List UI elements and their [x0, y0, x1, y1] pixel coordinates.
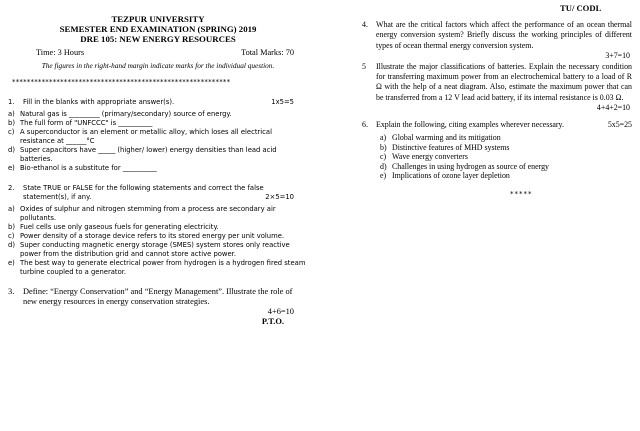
question-marks: 2×5=10 — [265, 192, 294, 201]
question-1-head — [8, 98, 308, 107]
question-text: Define: “Energy Conservation” and “Energy Management”. Illustrate the role of new energy resources in energy conservation strategies. — [23, 286, 293, 306]
list-item: b) Distinctive features of MHD systems — [380, 142, 510, 152]
question-text: State TRUE or FALSE for the following statements and correct the false statement(s), if any. — [23, 183, 264, 201]
question-text: Explain the following, citing examples wherever necessary. 5x5=25 — [376, 119, 632, 129]
list-item: a) Natural gas is _________ (primary/secondary) source of energy. — [8, 109, 232, 118]
question-marks: 4+4+2=10 — [596, 103, 630, 113]
list-item: b) Fuel cells use only gaseous fuels for generating electricity. — [8, 222, 219, 231]
question-2-items — [8, 205, 308, 277]
question-3 — [8, 287, 308, 328]
list-item: b) The full form of "UNFCCC" is __________ — [8, 118, 153, 127]
question-text: Fill in the blanks with appropriate answer(s). — [23, 97, 175, 106]
exam-meta — [8, 48, 308, 60]
question-number: 5 — [362, 61, 366, 71]
list-item: e) The best way to generate electrical power from hydrogen is a hydrogen fired steam turbine coupled to a generator. — [8, 258, 306, 276]
question-2 — [8, 184, 308, 277]
question-6-items — [380, 133, 632, 181]
question-5 — [362, 62, 632, 114]
question-text: Illustrate the major classifications of batteries. Explain the necessary condition for transferring maximum power from an electrochemical battery to a load of R Ω with the help of a neat diagram. Also, estimate the maximum power that can be transferred from a 12 V lead acid battery, if its internal resistance is 0.03 Ω. — [376, 61, 632, 102]
course-title: DRE 105: NEW ENERGY RESOURCES — [80, 34, 236, 44]
question-number: 6. — [362, 119, 368, 129]
question-1 — [8, 98, 308, 173]
list-item: d) Challenges in using hydrogen as source of energy — [380, 161, 549, 171]
end-mark: ***** — [510, 190, 533, 199]
question-text: What are the critical factors which affect the performance of an ocean thermal energy conversion system? Briefly discuss the working principles of different types of ocean thermal energy conversion system. — [376, 20, 632, 50]
question-number: 4. — [362, 20, 368, 29]
left-column — [8, 14, 308, 327]
list-item: c) Wave energy converters — [380, 152, 468, 162]
time-label: Time: 3 Hours — [36, 48, 85, 57]
course-code: TU/ CODL — [560, 3, 602, 13]
list-item: e) Bio-ethanol is a substitute for __________ — [8, 163, 157, 172]
question-2-head — [8, 184, 308, 202]
pto-label: P.T.O. — [261, 317, 284, 327]
question-marks: 4+6=10 — [267, 306, 294, 316]
list-item: c) A superconductor is an element or metallic alloy, which loses all electrical resistance at ______°C — [8, 127, 272, 145]
separator-line: *********************************************************** — [12, 77, 231, 86]
question-4 — [362, 20, 632, 62]
exam-title: SEMESTER END EXAMINATION (SPRING) 2019 — [59, 24, 257, 34]
question-marks: 3+7=10 — [605, 51, 630, 61]
question-3-head — [8, 287, 308, 307]
marks-label: Total Marks: 70 — [241, 48, 294, 57]
university-title: TEZPUR UNIVERSITY — [111, 14, 205, 24]
list-item: a) Global warming and its mitigation — [380, 133, 501, 143]
list-item: c) Power density of a storage device refers to its stored energy per unit volume. — [8, 231, 285, 240]
question-marks: 5x5=25 — [607, 119, 632, 129]
question-1-items — [8, 110, 308, 173]
list-item: e) Implications of ozone layer depletion — [380, 171, 510, 181]
list-item: d) Super conducting magnetic energy storage (SMES) system stores only reactive power from the distribution grid and cannot store active power. — [8, 240, 290, 258]
question-marks: 1x5=5 — [271, 97, 294, 106]
question-number: 1. — [8, 97, 15, 106]
list-item: a) Oxides of sulphur and nitrogen stemming from a process are secondary air pollutants. — [8, 204, 276, 222]
list-item: d) Super capacitors have _____ (higher/ lower) energy densities than lead acid batteries. — [8, 145, 277, 163]
question-number: 3. — [8, 286, 15, 296]
instruction-note: The figures in the right-hand margin indicate marks for the individual question. — [41, 61, 275, 70]
question-6 — [362, 120, 632, 181]
question-number: 2. — [8, 183, 15, 192]
right-column — [362, 20, 632, 198]
